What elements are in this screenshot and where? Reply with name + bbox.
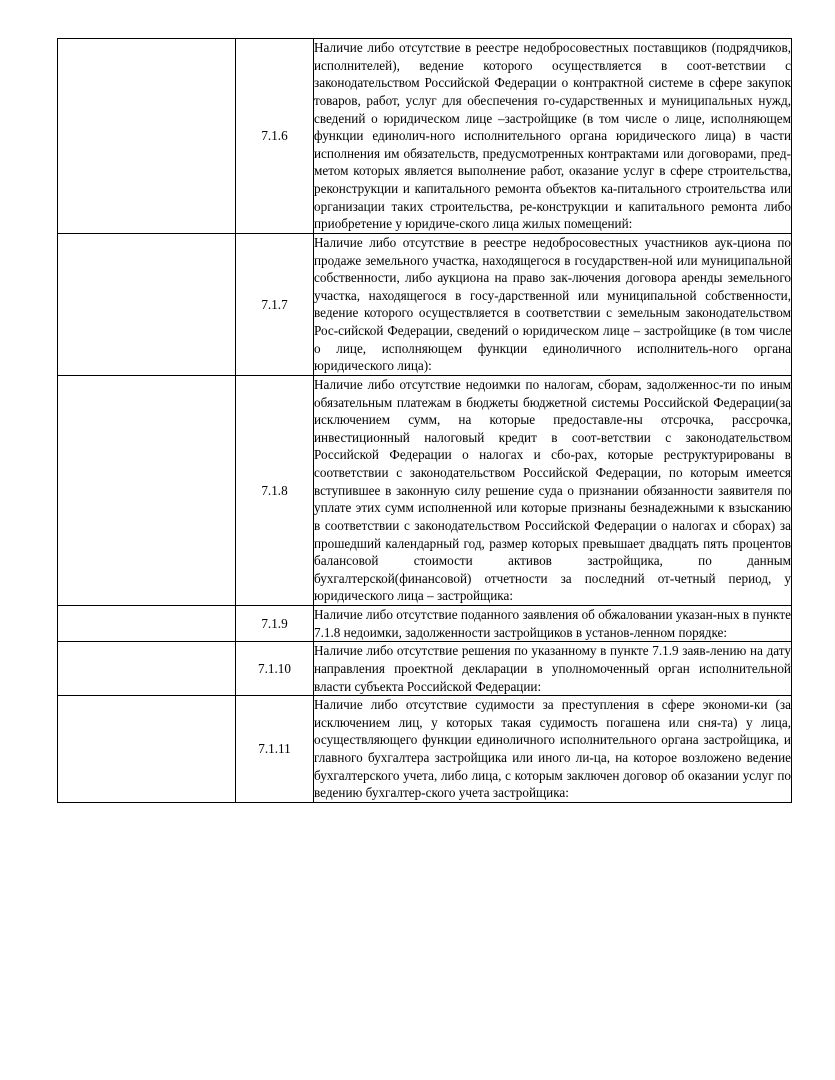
row-blank-cell [58, 233, 236, 375]
row-text-cell: Наличие либо отсутствие решения по указанному в пункте 7.1.9 заяв-лению на дату направления проектной декларации в уполномоченный орган исполнительной власти субъекта Российской Федерации: [314, 642, 792, 696]
row-number-cell: 7.1.6 [236, 39, 314, 234]
table-row [58, 39, 792, 234]
declaration-table [57, 38, 792, 803]
row-text-cell: Наличие либо отсутствие поданного заявления об обжаловании указан-ных в пункте 7.1.8 недоимки, задолженности застройщиков в установ-ленном порядке: [314, 606, 792, 642]
row-number-cell: 7.1.7 [236, 233, 314, 375]
table-row [58, 233, 792, 375]
table-row [58, 606, 792, 642]
row-number-cell: 7.1.11 [236, 696, 314, 803]
table-row [58, 642, 792, 696]
row-text-cell: Наличие либо отсутствие в реестре недобросовестных поставщиков (подрядчиков, исполнителей), ведение которого осуществляется в соот-ветствии с законодательством Российской Федерации о контрактной системе в сфере закупок товаров, работ, услуг для обеспечения го-сударственных и муниципальных нужд, сведений о юридическом лице –застройщике (в том числе о лице, исполняющем функции единолич-ного исполнительного органа юридического лица) в части исполнения им обязательств, предусмотренных контрактами или договорами, пред-метом которых является выполнение работ, оказание услуг в сфере строительства, реконструкции и капитального ремонта объектов ка-питального строительства или организации таких строительства, ре-конструкции и капитального ремонта либо приобретение у юридиче-ского лица жилых помещений: [314, 39, 792, 234]
row-number-cell: 7.1.8 [236, 375, 314, 605]
row-blank-cell [58, 696, 236, 803]
row-blank-cell [58, 606, 236, 642]
table-row [58, 696, 792, 803]
row-blank-cell [58, 642, 236, 696]
row-text-cell: Наличие либо отсутствие в реестре недобросовестных участников аук-циона по продаже земельного участка, находящегося в государствен-ной или муниципальной собственности, либо аукциона на право зак-лючения договора аренды земельного участка, находящегося в госу-дарственной или муниципальной собственности, ведение которого осуществляется в соответствии с земельным законодательством Рос-сийской Федерации, сведений о юридическом лице – застройщике (в том числе о лице, исполняющем функции единоличного исполнитель-ного органа юридического лица): [314, 233, 792, 375]
row-blank-cell [58, 375, 236, 605]
row-blank-cell [58, 39, 236, 234]
table-row [58, 375, 792, 605]
row-number-cell: 7.1.9 [236, 606, 314, 642]
table-body [58, 39, 792, 803]
row-text-cell: Наличие либо отсутствие недоимки по налогам, сборам, задолженнос-ти по иным обязательным платежам в бюджеты бюджетной системы Российской Федерации(за исключением сумм, на которые предоставле-ны отсрочка, рассрочка, инвестиционный налоговый кредит в соот-ветствии с законодательством Российской Федерации о налогах и сбо-рах, которые реструктурированы в соответствии с законодательством Российской Федерации, по которым имеется вступившее в законную силу решение суда о признании обязанности заявителя по уплате этих сумм исполненной или которые признаны безнадежными к взысканию в соответствии с законодательством Российской Федерации о налогах и сборах) за прошедший календарный год, размер которых превышает двадцать пять процентов балансовой стоимости активов застройщика, по данным бухгалтерской(финансовой) отчетности за последний от-четный период, у юридического лица – застройщика: [314, 375, 792, 605]
row-text-cell: Наличие либо отсутствие судимости за преступления в сфере экономи-ки (за исключением лиц, у которых такая судимость погашена или сня-та) у лица, осуществляющего функции единоличного исполнительного органа застройщика, и главного бухгалтера застройщика или иного ли-ца, на которое возложено ведение бухгалтерского учета, либо лица, с которым заключен договор об оказании услуг по ведению бухгалтер-ского учета застройщика: [314, 696, 792, 803]
row-number-cell: 7.1.10 [236, 642, 314, 696]
